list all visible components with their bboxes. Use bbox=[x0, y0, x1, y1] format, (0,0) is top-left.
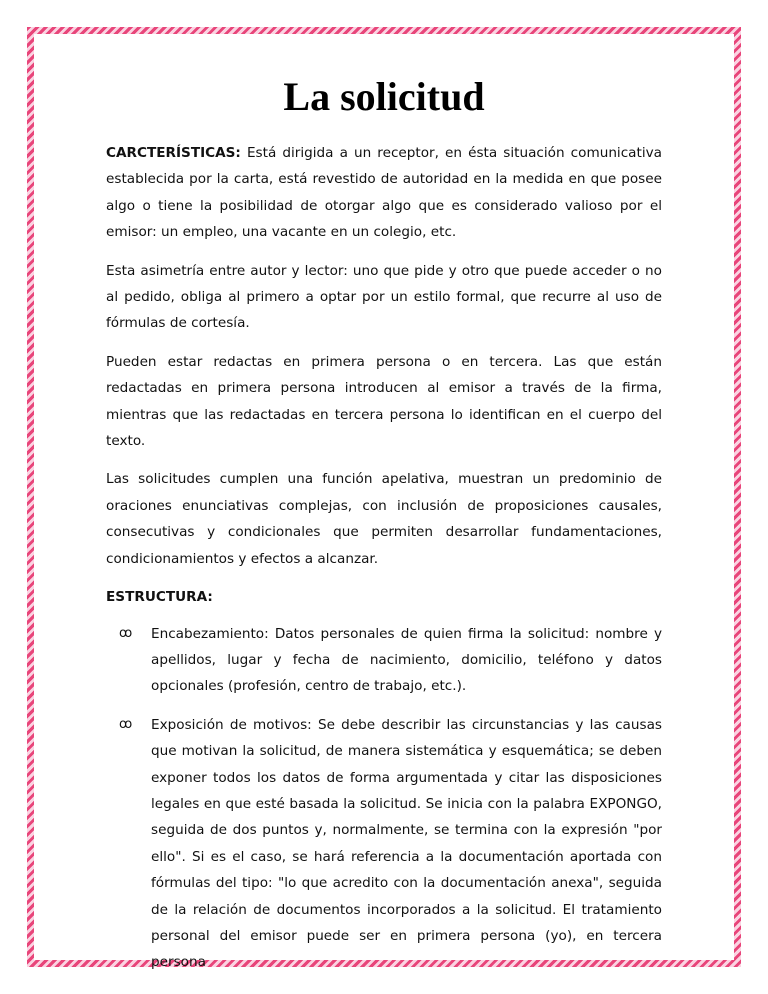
paragraph-function: Las solicitudes cumplen una función apelativa, muestran un predominio de oraciones enunciativas complejas, con inclusión de proposiciones causales, consecutivas y condicionales que permiten desarrollar fundamentaciones, condicionamientos y efectos a alcanzar. bbox=[106, 471, 662, 567]
paragraph-person: Pueden estar redactas en primera persona o en tercera. Las que están redactadas en primera persona introducen al emisor a través de la firma, mientras que las redactadas en tercera persona lo identifican en el cuerpo del texto. bbox=[106, 353, 662, 450]
characteristics-label: CARCTERÍSTICAS: bbox=[106, 145, 241, 161]
bullet-icon: ꝏ bbox=[119, 625, 133, 641]
document-title: La solicitud bbox=[283, 74, 485, 119]
characteristics-paragraph bbox=[106, 140, 662, 246]
structure-heading: ESTRUCTURA: bbox=[106, 589, 213, 606]
structure-item-text: Exposición de motivos: Se debe describir las circunstancias y las causas que motivan la solicitud, de manera sistemática y esquemática; se deben exponer todos los datos de forma argumentada y citar las disposiciones legales en que esté basada la solicitud. Se inicia con la palabra EXPONGO, seguida de dos puntos y, normalmente, se termina con la expresión "por ello". Si es el caso, se hará referencia a la documentación aportada con fórmulas del tipo: "lo que acredito con la documentación anexa", seguida de la relación de documentos incorporados a la solicitud. El tratamiento personal del emisor puede ser en primera persona (yo), en tercera persona bbox=[151, 716, 662, 971]
list-item bbox=[106, 621, 662, 700]
structure-list bbox=[106, 621, 662, 976]
paragraph-asymmetry: Esta asimetría entre autor y lector: uno que pide y otro que puede acceder o no al pedido, obliga al primero a optar por un estilo formal, que recurre al uso de fórmulas de cortesía. bbox=[106, 262, 662, 332]
bullet-icon: ꝏ bbox=[119, 716, 133, 732]
structure-item-text: Encabezamiento: Datos personales de quien firma la solicitud: nombre y apellidos, lugar y fecha de nacimiento, domicilio, teléfono y datos opcionales (profesión, centro de trabajo, etc.). bbox=[151, 625, 662, 695]
list-item bbox=[106, 712, 662, 976]
characteristics-text: Está dirigida a un receptor, en ésta situación comunicativa establecida por la carta, está revestido de autoridad en la medida en que posee algo o tiene la posibilidad de otorgar algo que es considerado valioso por el emisor: un empleo, una vacante en un colegio, etc. bbox=[106, 145, 662, 241]
document-body bbox=[106, 140, 662, 988]
